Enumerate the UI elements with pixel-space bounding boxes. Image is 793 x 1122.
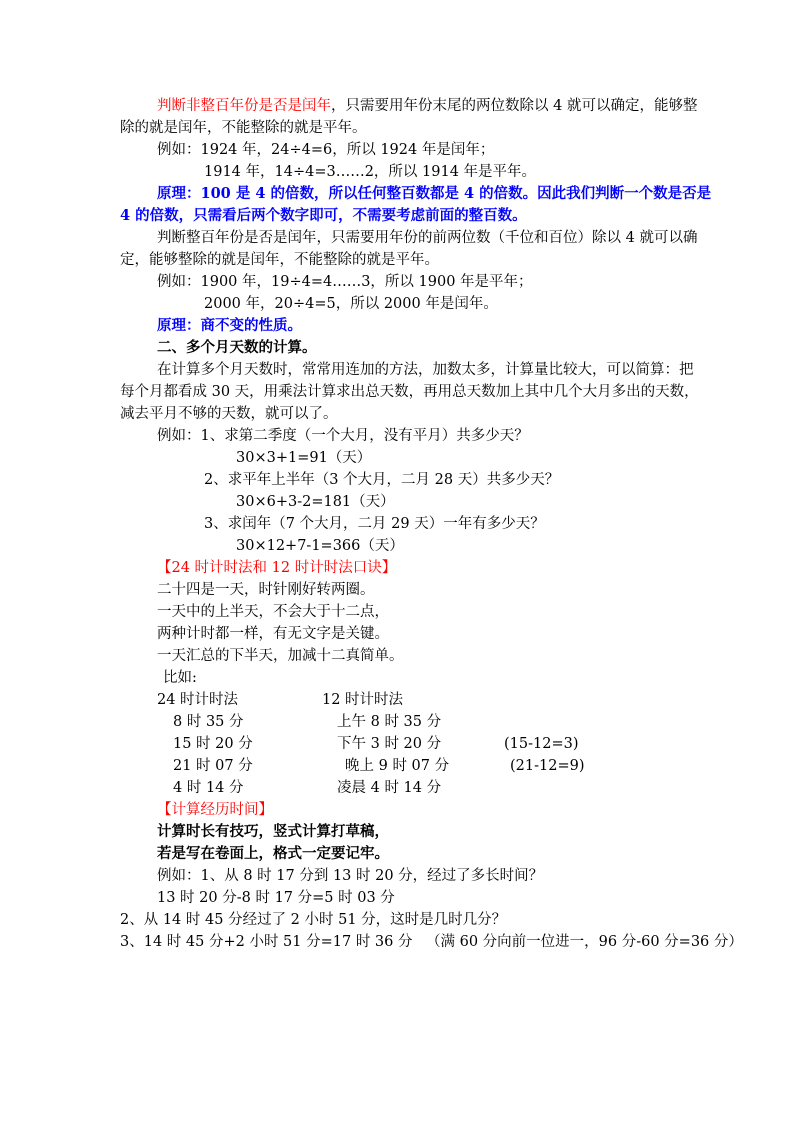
leap-example-1: 例如：1924 年，24÷4=6，所以 1924 年是闰年； bbox=[157, 142, 495, 158]
clock-row-12h: 凌晨 4 时 14 分 bbox=[337, 780, 442, 796]
elapsed-answer-2: 3、14 时 45 分+2 小时 51 分=17 时 36 分 bbox=[120, 934, 413, 950]
clock-row-24h: 15 时 20 分 bbox=[173, 736, 253, 752]
months-question-3: 3、求闰年（7 个大月，二月 29 天）一年有多少天？ bbox=[204, 516, 545, 532]
century-leap-line1: 判断整百年份是否是闰年，只需要用年份的前两位数（千位和百位）除以 4 就可以确 bbox=[157, 230, 698, 246]
leap-intro-text: ，只需要用年份末尾的两位数除以 4 就可以确定，能够整 bbox=[331, 98, 698, 114]
principle-1-line2: 4 的倍数，只需看后两个数字即可，不需要考虑前面的整百数。 bbox=[120, 207, 527, 224]
months-answer-3: 30×12+7-1=366（天） bbox=[236, 538, 404, 554]
clock-row-12h: 上午 8 时 35 分 bbox=[337, 714, 442, 730]
clock-col-24h: 24 时计时法 bbox=[157, 692, 239, 708]
principle-2: 原理：商不变的性质。 bbox=[157, 317, 302, 334]
clock-rhyme-3: 两种计时都一样，有无文字是关键。 bbox=[157, 626, 389, 642]
leap-intro-line bbox=[157, 96, 697, 116]
months-question-2: 2、求平年上半年（3 个大月，二月 28 天）共多少天？ bbox=[204, 472, 560, 488]
clock-row-24h: 21 时 07 分 bbox=[173, 758, 253, 774]
months-answer-2: 30×6+3-2=181（天） bbox=[236, 494, 395, 510]
elapsed-answer-2-note: （满 60 分向前一位进一，96 分-60 分=36 分） bbox=[426, 934, 743, 950]
clock-row-note: (21-12=9) bbox=[510, 758, 585, 774]
clock-row-24h: 4 时 14 分 bbox=[173, 780, 244, 796]
months-para-line3: 减去平月不够的天数，就可以了。 bbox=[120, 406, 338, 422]
elapsed-answer-1: 13 时 20 分-8 时 17 分=5 时 03 分 bbox=[157, 890, 395, 906]
leap-intro-line2: 除的就是闰年，不能整除的就是平年。 bbox=[120, 120, 367, 136]
clock-rhyme-2: 一天中的上半天，不会大于十二点， bbox=[157, 604, 389, 620]
clock-row-12h: 下午 3 时 20 分 bbox=[337, 736, 442, 752]
elapsed-rhyme-2: 若是写在卷面上，格式一定要记牢。 bbox=[157, 845, 389, 862]
clock-heading: 【24 时计时法和 12 时计时法口诀】 bbox=[157, 560, 397, 576]
principle-1-line1: 原理：100 是 4 的倍数，所以任何整百数都是 4 的倍数。因此我们判断一个数是否是 bbox=[157, 185, 712, 202]
clock-rhyme-4: 一天汇总的下半天，加减十二真简单。 bbox=[157, 648, 404, 664]
months-answer-1: 30×3+1=91（天） bbox=[236, 450, 372, 466]
clock-row-note: (15-12=3) bbox=[504, 736, 579, 752]
leap-example-2: 1914 年，14÷4=3……2，所以 1914 年是平年。 bbox=[204, 164, 537, 180]
months-para-line1: 在计算多个月天数时，常常用连加的方法，加数太多，计算量比较大，可以简算：把 bbox=[157, 362, 694, 378]
clock-compare-label: 比如: bbox=[163, 670, 197, 686]
elapsed-question-1: 例如：1、从 8 时 17 分到 13 时 20 分，经过了多长时间？ bbox=[157, 868, 544, 884]
elapsed-question-2: 2、从 14 时 45 分经过了 2 小时 51 分，这时是几时几分？ bbox=[120, 912, 507, 928]
leap-intro-highlight: 判断非整百年份是否是闰年 bbox=[157, 98, 331, 114]
months-para-line2: 每个月都看成 30 天，用乘法计算求出总天数，再用总天数加上其中几个大月多出的天数， bbox=[120, 384, 699, 400]
months-question-1: 例如：1、求第二季度（一个大月，没有平月）共多少天？ bbox=[157, 428, 529, 444]
clock-row-12h: 晚上 9 时 07 分 bbox=[345, 758, 450, 774]
elapsed-heading: 【计算经历时间】 bbox=[157, 802, 273, 818]
months-heading: 二、多个月天数的计算。 bbox=[157, 339, 317, 356]
century-example-1: 例如：1900 年，19÷4=4……3，所以 1900 年是平年； bbox=[157, 274, 533, 290]
clock-row-24h: 8 时 35 分 bbox=[173, 714, 244, 730]
century-example-2: 2000 年，20÷4=5，所以 2000 年是闰年。 bbox=[204, 296, 498, 312]
century-leap-line2: 定，能够整除的就是闰年，不能整除的就是平年。 bbox=[120, 252, 439, 268]
clock-rhyme-1: 二十四是一天，时针刚好转两圈。 bbox=[157, 582, 375, 598]
clock-col-12h: 12 时计时法 bbox=[322, 692, 404, 708]
elapsed-rhyme-1: 计算时长有技巧，竖式计算打草稿， bbox=[157, 823, 389, 840]
